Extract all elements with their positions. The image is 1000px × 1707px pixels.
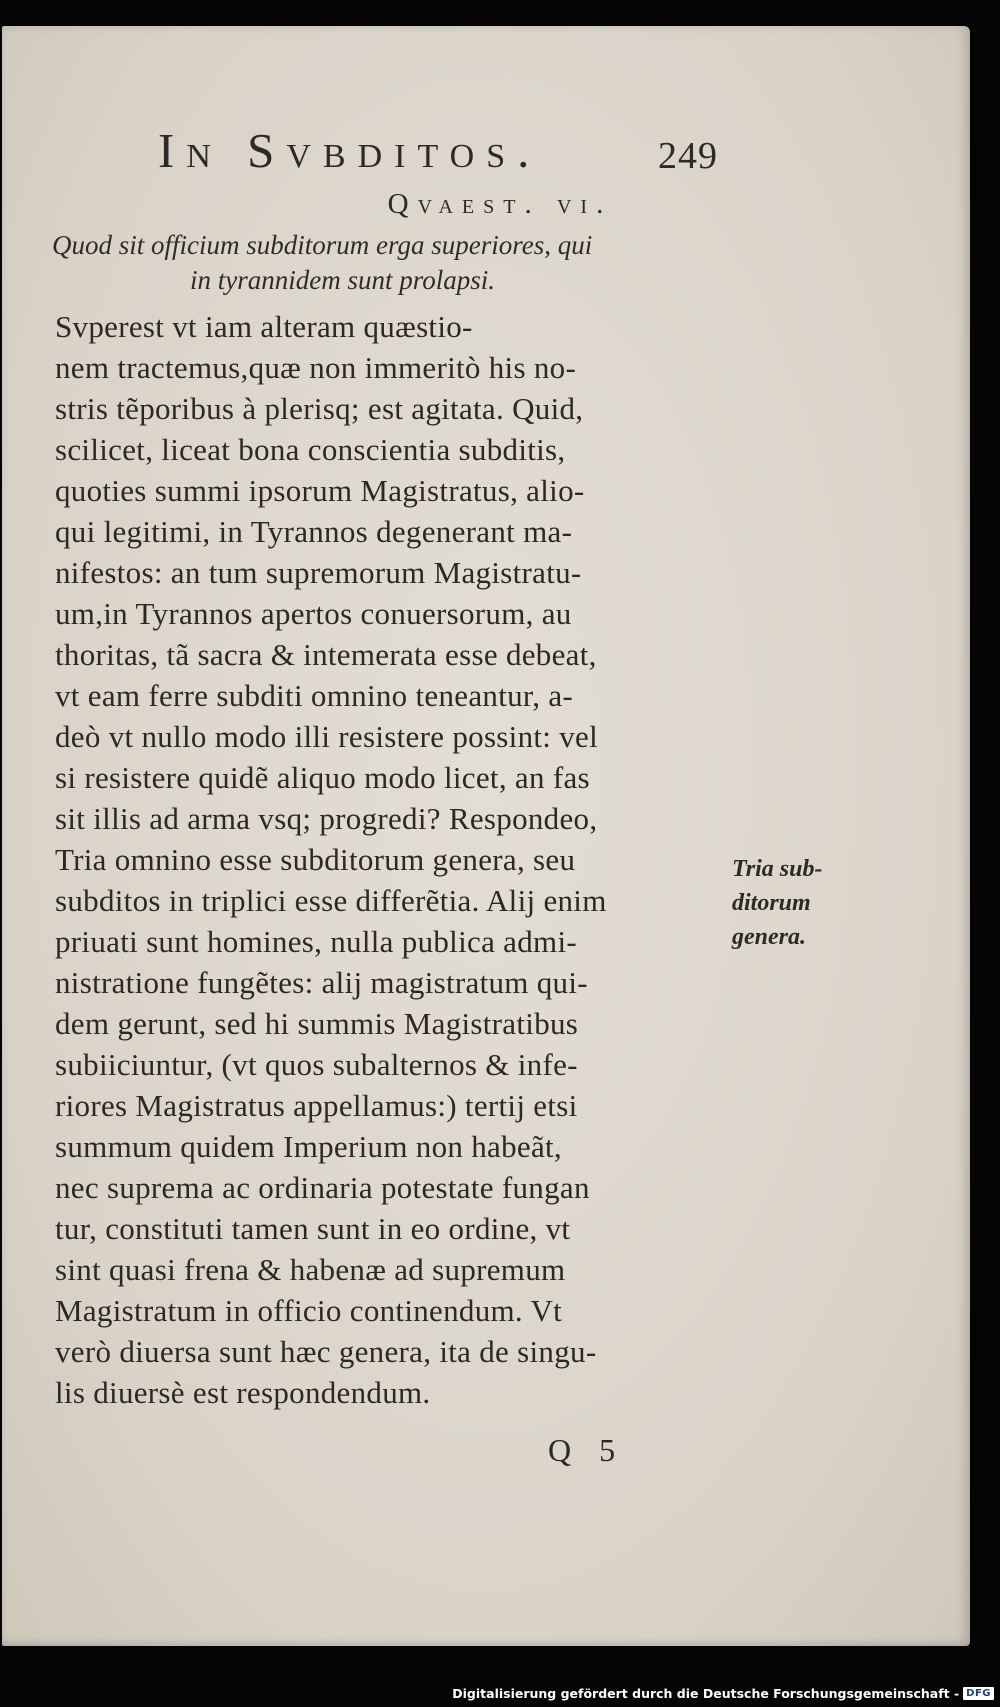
body-line: verò diuersa sunt hæc genera, ita de singu- [55,1334,597,1369]
body-line: subiiciuntur, (vt quos subalternos & infe- [55,1047,578,1082]
body-line: Magistratum in officio continendum. Vt [55,1293,563,1328]
body-line: riores Magistratus appellamus:) tertij etsi [55,1088,578,1123]
question-title-line: in tyrannidem sunt prolapsi. [190,265,496,295]
catchword-signature: Q 5 [548,1432,626,1468]
margin-note [732,852,882,954]
body-line: Tria omnino esse subditorum genera, seu [55,842,576,877]
body-line: quoties summi ipsorum Magistratus, alio- [55,473,585,508]
body-line: lis diuersè est respondendum. [55,1375,431,1410]
digitization-credit [452,1683,994,1703]
body-line: nec suprema ac ordinaria potestate fungan [55,1170,590,1205]
question-heading: Qvaest. vi. [387,188,613,220]
running-head [158,108,718,188]
body-line: dem gerunt, sed hi summis Magistratibus [55,1006,579,1041]
body-line: summum quidem Imperium non habeãt, [55,1129,562,1164]
body-line: thoritas, tã sacra & intemerata esse debeat, [55,637,597,672]
body-line: nifestos: an tum supremorum Magistratu- [55,555,582,590]
body-line: sint quasi frena & habenæ ad supremum [55,1252,566,1287]
question-title [52,228,722,298]
body-line: si resistere quidẽ aliquo modo licet, an fas [55,760,590,795]
margin-note-line: Tria sub- [732,856,823,882]
margin-note-line: genera. [732,924,806,950]
body-line: nem tractemus,quæ non immeritò his no- [55,350,577,385]
question-title-line: Quod sit officium subditorum erga superiores, qui [52,230,593,260]
body-line: stris tẽporibus à plerisq; est agitata. Quid, [55,391,584,426]
body-line: deò vt nullo modo illi resistere possint: vel [55,719,599,754]
running-title: In Svbditos. [158,123,542,178]
body-line: priuati sunt homines, nulla publica admi- [55,924,577,959]
page-number: 249 [658,135,718,177]
body-text [55,306,735,1413]
body-line: Svperest vt iam alteram quæstio- [55,309,473,344]
body-line: nistratione fungẽtes: alij magistratum qui- [55,965,588,1000]
body-line: scilicet, liceat bona conscientia subditis, [55,432,566,467]
body-line: subditos in triplici esse differẽtia. Alij enim [55,883,607,918]
body-line: um,in Tyrannos apertos conuersorum, au [55,596,572,631]
dfg-logo: DFG [963,1687,994,1700]
credit-text: Digitalisierung gefördert durch die Deutsche Forschungsgemeinschaft - [452,1685,960,1701]
body-line: tur, constituti tamen sunt in eo ordine, vt [55,1211,571,1246]
body-line: vt eam ferre subditi omnino teneantur, a- [55,678,574,713]
margin-note-line: ditorum [732,890,811,916]
body-line: sit illis ad arma vsq; progredi? Respondeo, [55,801,598,836]
body-line: qui legitimi, in Tyrannos degenerant ma- [55,514,573,549]
